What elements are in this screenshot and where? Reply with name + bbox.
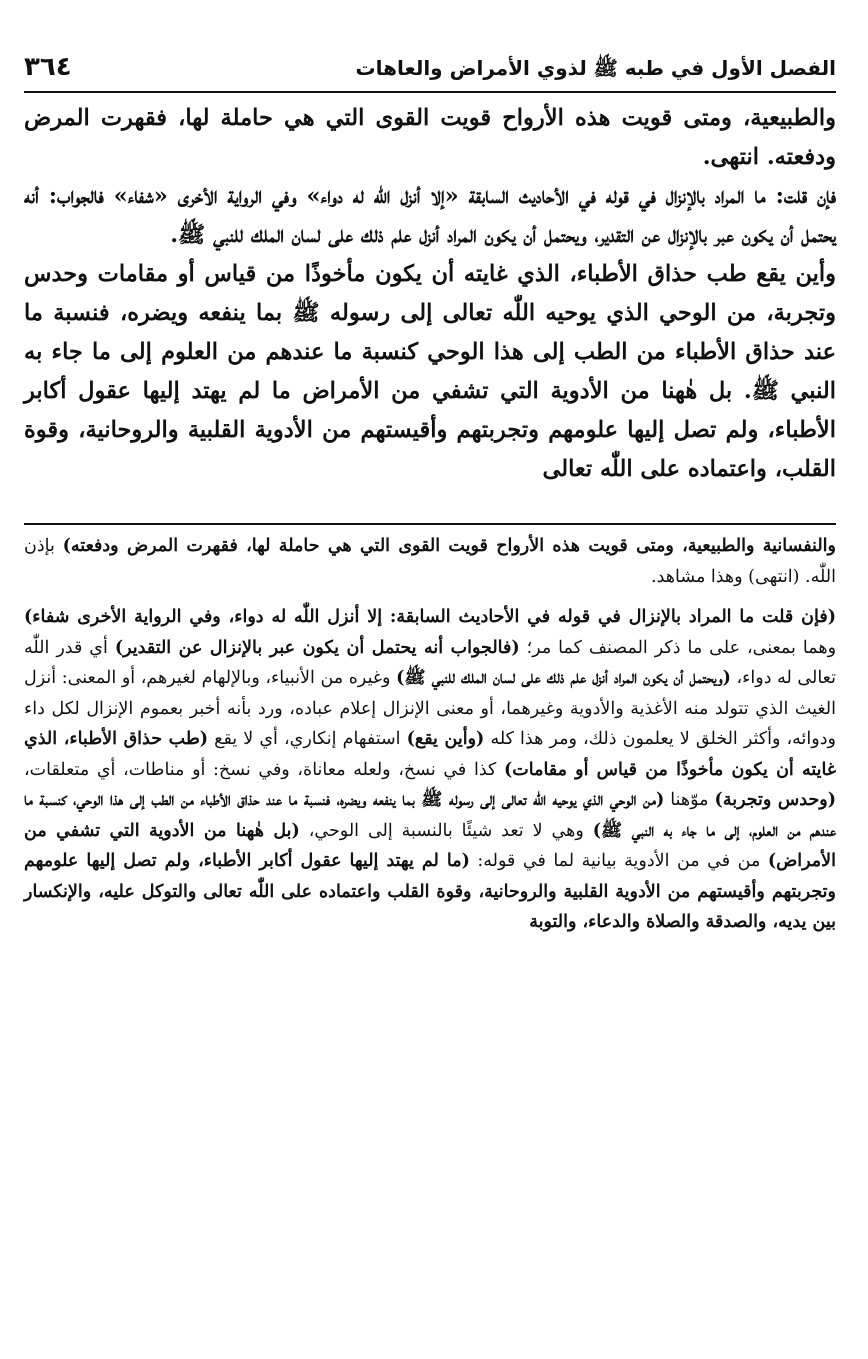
text-commentary-divider [24, 523, 836, 525]
main-paragraph-2: فإن قلت: ما المراد بالإنزال في قوله في الأحاديث السابقة «إلا أنزل اللّٰه له دواء» وفي الرواية الأخرى «شفاء» فالجواب: أنه يحتمل أن يكون عبر بالإنزال عن التقدير، ويحتمل أن يكون المراد أنزل علم ذلك على لسان الملك للنبي ﷺ. [24, 183, 836, 248]
running-title: الفصل الأول في طبه ﷺ لذوي الأمراض والعاهات [355, 56, 836, 80]
quoted-text: (فالجواب أنه يحتمل أن يكون عبر بالإنزال عن التقدير) [114, 637, 520, 658]
quoted-text: (ما لم يهتد إليها عقول أكابر الأطباء، ولم تصل إليها علومهم وتجربتهم وأقيستهم من الأدوية القلبية والروحانية، وقوة القلب واعتماده على اللّٰه تعالى والتوكل عليه، والإنكسار بين يديه، والصدقة والصلاة والدعاء، والتوبة [24, 851, 836, 932]
main-paragraph-1: والطبيعية، ومتى قويت هذه الأرواح قويت القوى التي هي حاملة لها، فقهرت المرض ودفعته. انتهى. [24, 105, 836, 170]
commentary-text: وغيره من الأنبياء، وبالإلهام لغيرهم، أو المعنى: أنزل الغيث الذي تتولد منه الأغذية والأدوية وغيرهما، أو معنى الإنزال إعلام عباده، ورد بأنه أخبر بعموم الإنزال لكل داء ودوائه، وأكثر الخلق لا يعلمون ذلك، ومر هذا كله [24, 668, 836, 749]
quoted-text: (فإن قلت ما المراد بالإنزال في قوله في الأحاديث السابقة: إلا أنزل اللّٰه له دواء، وفي الرواية الأخرى شفاء) [24, 607, 836, 627]
commentary-paragraph-1 [24, 531, 836, 592]
main-text [24, 99, 836, 489]
commentary-text: من في من الأدوية بيانية لما في قوله: [469, 851, 768, 871]
commentary-text: بإذن اللّٰه. (انتهى) وهذا مشاهد. [24, 536, 836, 587]
commentary-text: أي قدر اللّٰه تعالى له دواء، [24, 637, 836, 688]
quoted-text: (طب حذاق الأطباء، الذي غايته أن يكون مأخوذًا من قياس أو مقامات) [24, 729, 836, 780]
commentary [24, 531, 836, 938]
commentary-text: استفهام إنكاري، أي لا يقع [208, 729, 407, 749]
page-number: ٣٦٤ [24, 52, 72, 82]
quoted-text: (ويحتمل أن يكون المراد أنزل علم ذلك على لسان الملك للنبي ﷺ) [396, 668, 731, 688]
quoted-text: (وأين يقع) [406, 729, 485, 749]
quoted-text: والنفسانية والطبيعية، ومتى قويت هذه الأرواح قويت القوى التي هي حاملة لها، فقهرت المرض ودفعته) [62, 536, 836, 556]
commentary-text: موّهنا [664, 790, 715, 810]
commentary-paragraph-2 [24, 602, 836, 938]
quoted-text: (وحدس وتجربة) [714, 790, 836, 810]
quoted-text: (من الوحي الذي يوحيه اللّٰه تعالى إلى رسوله ﷺ بما ينفعه ويضره، فنسبة ما عند حذاق الأطباء من الطب إلى هذا الوحي، كنسبة ما عندهم من العلوم، إلى ما جاء به النبي ﷺ) [24, 790, 836, 841]
commentary-text: وهي لا تعد شيئًا بالنسبة إلى الوحي، [299, 820, 593, 841]
main-paragraph-3: وأين يقع طب حذاق الأطباء، الذي غايته أن يكون مأخوذًا من قياس أو مقامات وحدس وتجربة، من الوحي الذي يوحيه اللّٰه تعالى إلى رسوله ﷺ بما ينفعه ويضره، فنسبة ما عند حذاق الأطباء من الطب إلى هذا الوحي كنسبة ما عندهم من العلوم إلى ما جاء به النبي ﷺ. بل هٰهنا من الأدوية التي تشفي من الأمراض ما لم يهتد إليها عقول أكابر الأطباء، ولم تصل إليها علومهم وتجربتهم وأقيستهم من الأدوية القلبية والروحانية، وقوة القلب، واعتماده على اللّٰه تعالى [24, 261, 836, 482]
commentary-text: كذا في نسخ، ولعله معاناة، وفي نسخ: أو مناطات، أي متعلقات، [24, 759, 504, 780]
book-page [24, 52, 836, 938]
commentary-text: وهما بمعنى، على ما ذكر المصنف كما مر؛ [519, 637, 837, 658]
quoted-text: (بل هٰهنا من الأدوية التي تشفي من الأمراض) [24, 820, 836, 871]
page-header [24, 52, 836, 93]
